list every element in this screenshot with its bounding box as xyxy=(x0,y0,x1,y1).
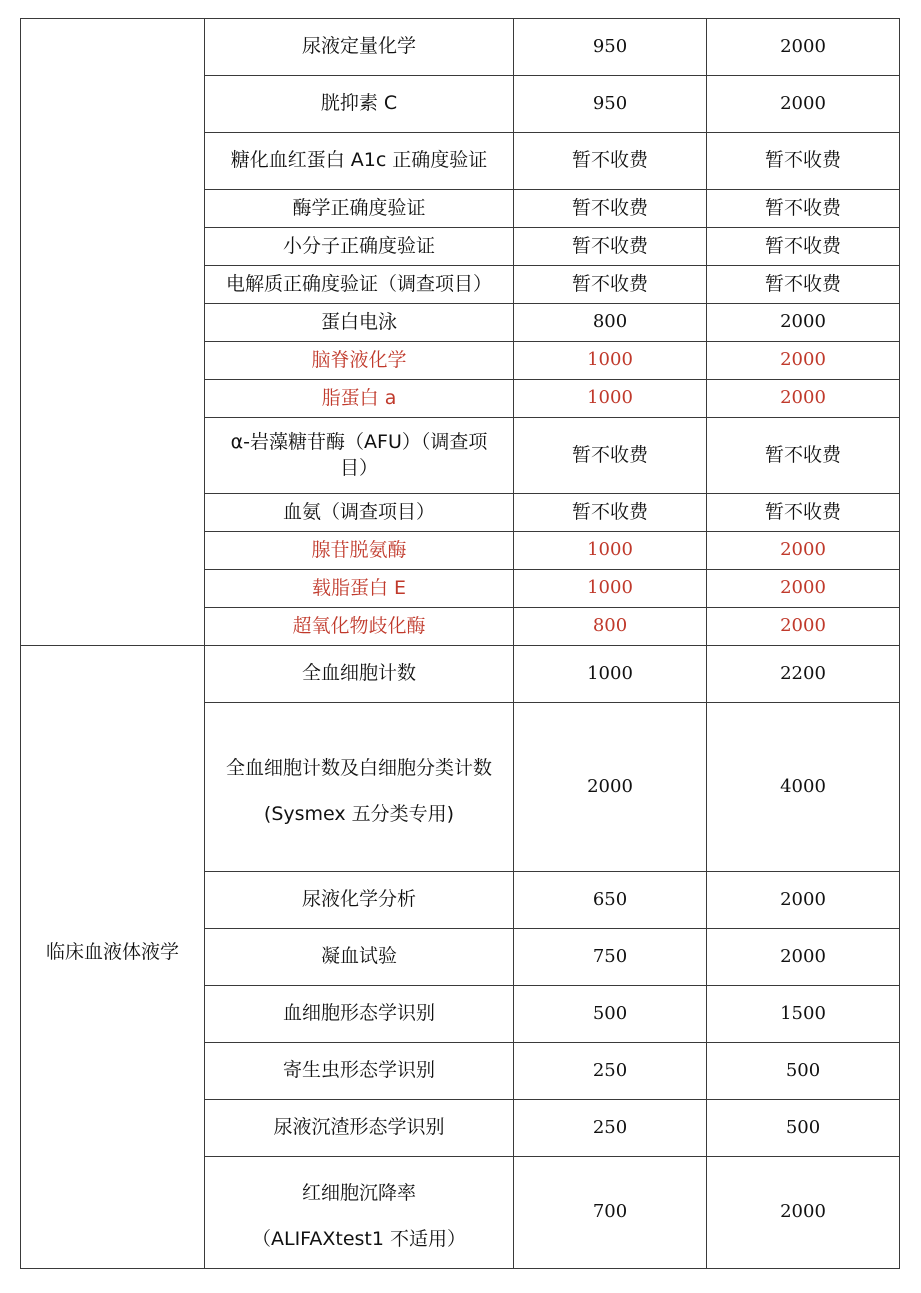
fee-cell: 500 xyxy=(707,1043,900,1100)
item-name: 脑脊液化学 xyxy=(205,342,514,380)
item-name: 脂蛋白 a xyxy=(205,380,514,418)
fee-cell: 2000 xyxy=(514,703,707,872)
item-name: α-岩藻糖苷酶（AFU）（调查项目） xyxy=(205,418,514,494)
item-name-line2: （ALIFAXtest1 不适用） xyxy=(251,1227,466,1250)
fee-cell: 暂不收费 xyxy=(514,133,707,190)
item-name: 小分子正确度验证 xyxy=(205,228,514,266)
item-name xyxy=(205,703,514,872)
fee-cell: 2000 xyxy=(707,608,900,646)
fee-cell: 950 xyxy=(514,19,707,76)
fee-cell: 2000 xyxy=(707,380,900,418)
fee-cell: 暂不收费 xyxy=(707,133,900,190)
item-name-line1: 全血细胞计数及白细胞分类计数 xyxy=(225,756,492,779)
fee-cell: 暂不收费 xyxy=(707,418,900,494)
item-name-line2: (Sysmex 五分类专用) xyxy=(263,803,455,825)
fee-cell: 1000 xyxy=(514,342,707,380)
fee-cell: 暂不收费 xyxy=(707,494,900,532)
fee-cell: 暂不收费 xyxy=(514,494,707,532)
table-row xyxy=(21,19,900,76)
fee-cell: 650 xyxy=(514,872,707,929)
category-cell xyxy=(21,19,205,646)
item-name: 腺苷脱氨酶 xyxy=(205,532,514,570)
fee-cell: 2000 xyxy=(707,929,900,986)
fee-cell: 2000 xyxy=(707,1157,900,1269)
fee-cell: 暂不收费 xyxy=(707,228,900,266)
table-row xyxy=(21,646,900,703)
item-name: 载脂蛋白 E xyxy=(205,570,514,608)
fee-cell: 2000 xyxy=(707,304,900,342)
item-name: 尿液定量化学 xyxy=(205,19,514,76)
fee-cell: 250 xyxy=(514,1100,707,1157)
item-name: 酶学正确度验证 xyxy=(205,190,514,228)
fee-cell: 2000 xyxy=(707,872,900,929)
item-name: 电解质正确度验证（调查项目） xyxy=(205,266,514,304)
item-name: 尿液沉渣形态学识别 xyxy=(205,1100,514,1157)
fee-cell: 暂不收费 xyxy=(514,266,707,304)
fee-cell: 2000 xyxy=(707,19,900,76)
fee-cell: 950 xyxy=(514,76,707,133)
item-name: 全血细胞计数 xyxy=(205,646,514,703)
fee-cell: 700 xyxy=(514,1157,707,1269)
category-cell xyxy=(21,646,205,1269)
item-name: 糖化血红蛋白 A1c 正确度验证 xyxy=(205,133,514,190)
item-name-line1: 红细胞沉降率 xyxy=(301,1181,416,1204)
fee-cell: 800 xyxy=(514,608,707,646)
fee-cell: 暂不收费 xyxy=(514,228,707,266)
fee-cell: 800 xyxy=(514,304,707,342)
fee-cell: 1000 xyxy=(514,532,707,570)
fee-cell: 2200 xyxy=(707,646,900,703)
item-name: 凝血试验 xyxy=(205,929,514,986)
fee-cell: 1000 xyxy=(514,380,707,418)
item-name: 寄生虫形态学识别 xyxy=(205,1043,514,1100)
fee-cell: 1000 xyxy=(514,646,707,703)
fee-cell: 500 xyxy=(707,1100,900,1157)
fee-cell: 1500 xyxy=(707,986,900,1043)
item-name: 血细胞形态学识别 xyxy=(205,986,514,1043)
fee-cell: 2000 xyxy=(707,342,900,380)
item-name: 尿液化学分析 xyxy=(205,872,514,929)
fee-cell: 250 xyxy=(514,1043,707,1100)
item-name: 血氨（调查项目） xyxy=(205,494,514,532)
fee-cell: 暂不收费 xyxy=(514,190,707,228)
fee-cell: 2000 xyxy=(707,570,900,608)
fee-cell: 暂不收费 xyxy=(707,266,900,304)
fee-cell: 750 xyxy=(514,929,707,986)
item-name: 超氧化物歧化酶 xyxy=(205,608,514,646)
item-name: 蛋白电泳 xyxy=(205,304,514,342)
fee-cell: 暂不收费 xyxy=(707,190,900,228)
fee-cell: 暂不收费 xyxy=(514,418,707,494)
item-name xyxy=(205,1157,514,1269)
fee-cell: 2000 xyxy=(707,532,900,570)
fee-table xyxy=(20,18,900,1269)
item-name: 胱抑素 C xyxy=(205,76,514,133)
fee-cell: 2000 xyxy=(707,76,900,133)
fee-cell: 1000 xyxy=(514,570,707,608)
fee-cell: 4000 xyxy=(707,703,900,872)
fee-cell: 500 xyxy=(514,986,707,1043)
category-label: 临床血液体液学 xyxy=(45,941,179,964)
